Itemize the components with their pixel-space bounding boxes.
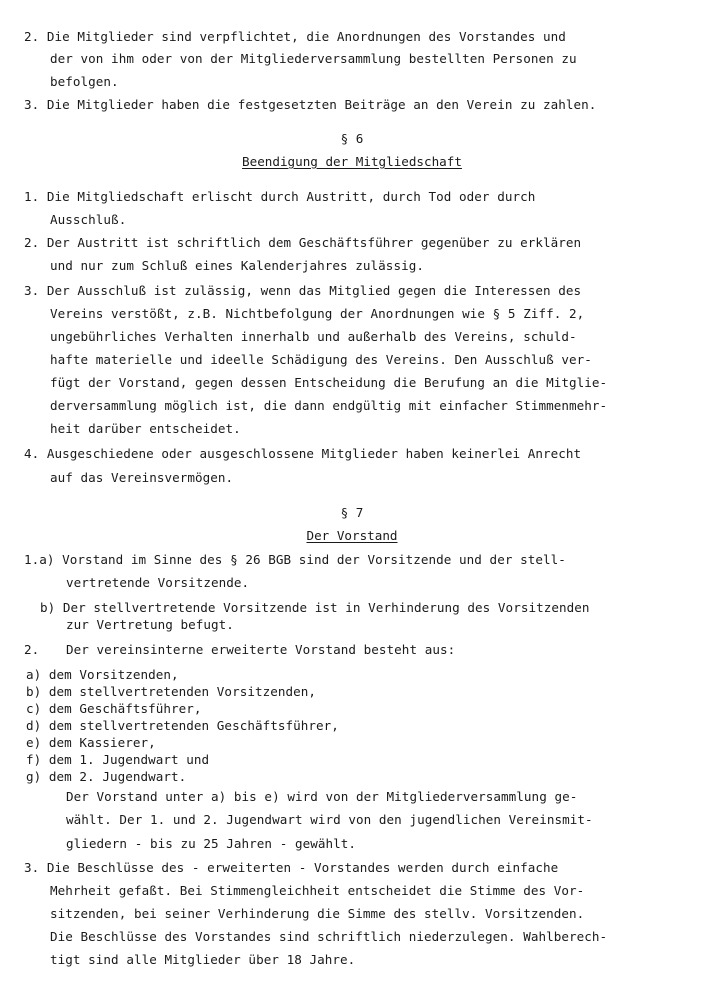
- paragraph-line: Der Vorstand unter a) bis e) wird von der Mitgliederversammlung ge-: [66, 789, 578, 804]
- paragraph-line: 1. Die Mitgliedschaft erlischt durch Austritt, durch Tod oder durch: [24, 189, 536, 204]
- paragraph-line: Die Beschlüsse des Vorstandes sind schriftlich niederzulegen. Wahlberech-: [50, 929, 608, 944]
- section-title-text: Beendigung der Mitgliedschaft: [242, 154, 462, 169]
- list-item: a) dem Vorsitzenden,: [26, 667, 179, 682]
- paragraph-line: b) Der stellvertretende Vorsitzende ist in Verhinderung des Vorsitzenden: [40, 600, 590, 615]
- paragraph-line: derversammlung möglich ist, die dann endgültig mit einfacher Stimmenmehr-: [50, 398, 608, 413]
- paragraph-line: 3. Die Beschlüsse des - erweiterten - Vorstandes werden durch einfache: [24, 860, 559, 875]
- list-item: e) dem Kassierer,: [26, 735, 156, 750]
- paragraph-line: vertretende Vorsitzende.: [66, 575, 250, 590]
- paragraph-line: ungebührliches Verhalten innerhalb und außerhalb des Vereins, schuld-: [50, 329, 577, 344]
- paragraph-line: fügt der Vorstand, gegen dessen Entscheidung die Berufung an die Mitglie-: [50, 375, 608, 390]
- paragraph-line: 4. Ausgeschiedene oder ausgeschlossene Mitglieder haben keinerlei Anrecht: [24, 446, 582, 461]
- paragraph-line: heit darüber entscheidet.: [50, 421, 241, 436]
- section-title-text: Der Vorstand: [306, 528, 398, 543]
- paragraph-line: auf das Vereinsvermögen.: [50, 470, 234, 485]
- section-number: § 6: [340, 131, 364, 146]
- section-number: § 7: [340, 505, 364, 520]
- list-item: c) dem Geschäftsführer,: [26, 701, 202, 716]
- list-item: d) dem stellvertretenden Geschäftsführer,: [26, 718, 339, 733]
- paragraph-line: 2. Der Austritt ist schriftlich dem Geschäftsführer gegenüber zu erklären: [24, 235, 582, 250]
- list-item: g) dem 2. Jugendwart.: [26, 769, 187, 784]
- paragraph-line: hafte materielle und ideelle Schädigung des Vereins. Den Ausschluß ver-: [50, 352, 592, 367]
- paragraph-line: tigt sind alle Mitglieder über 18 Jahre.: [50, 952, 356, 967]
- paragraph-line: 1.a) Vorstand im Sinne des § 26 BGB sind der Vorsitzende und der stell-: [24, 552, 566, 567]
- paragraph-line: gliedern - bis zu 25 Jahren - gewählt.: [66, 836, 357, 851]
- paragraph-line: 3. Der Ausschluß ist zulässig, wenn das Mitglied gegen die Interessen des: [24, 283, 582, 298]
- paragraph-line: wählt. Der 1. und 2. Jugendwart wird von den jugendlichen Vereinsmit-: [66, 812, 593, 827]
- paragraph-line: befolgen.: [50, 74, 119, 89]
- list-item: b) dem stellvertretenden Vorsitzenden,: [26, 684, 317, 699]
- paragraph-line: Vereins verstößt, z.B. Nichtbefolgung der Anordnungen wie § 5 Ziff. 2,: [50, 306, 585, 321]
- paragraph-line: sitzenden, bei seiner Verhinderung die Simme des stellv. Vorsitzenden.: [50, 906, 585, 921]
- list-item: f) dem 1. Jugendwart und: [26, 752, 210, 767]
- paragraph-line: und nur zum Schluß eines Kalenderjahres zulässig.: [50, 258, 424, 273]
- paragraph-line: 2. Die Mitglieder sind verpflichtet, die Anordnungen des Vorstandes und: [24, 29, 566, 44]
- paragraph-line: Mehrheit gefaßt. Bei Stimmengleichheit entscheidet die Stimme des Vor-: [50, 883, 585, 898]
- paragraph-line: zur Vertretung befugt.: [66, 617, 234, 632]
- paragraph-line: 3. Die Mitglieder haben die festgesetzten Beiträge an den Verein zu zahlen.: [24, 97, 597, 112]
- paragraph-line: Der vereinsinterne erweiterte Vorstand besteht aus:: [66, 642, 456, 657]
- paragraph-line: Ausschluß.: [50, 212, 127, 227]
- paragraph-number: 2.: [24, 642, 40, 657]
- section-title: [0, 529, 704, 543]
- section-title: [0, 155, 704, 169]
- paragraph-line: der von ihm oder von der Mitgliederversammlung bestellten Personen zu: [50, 51, 577, 66]
